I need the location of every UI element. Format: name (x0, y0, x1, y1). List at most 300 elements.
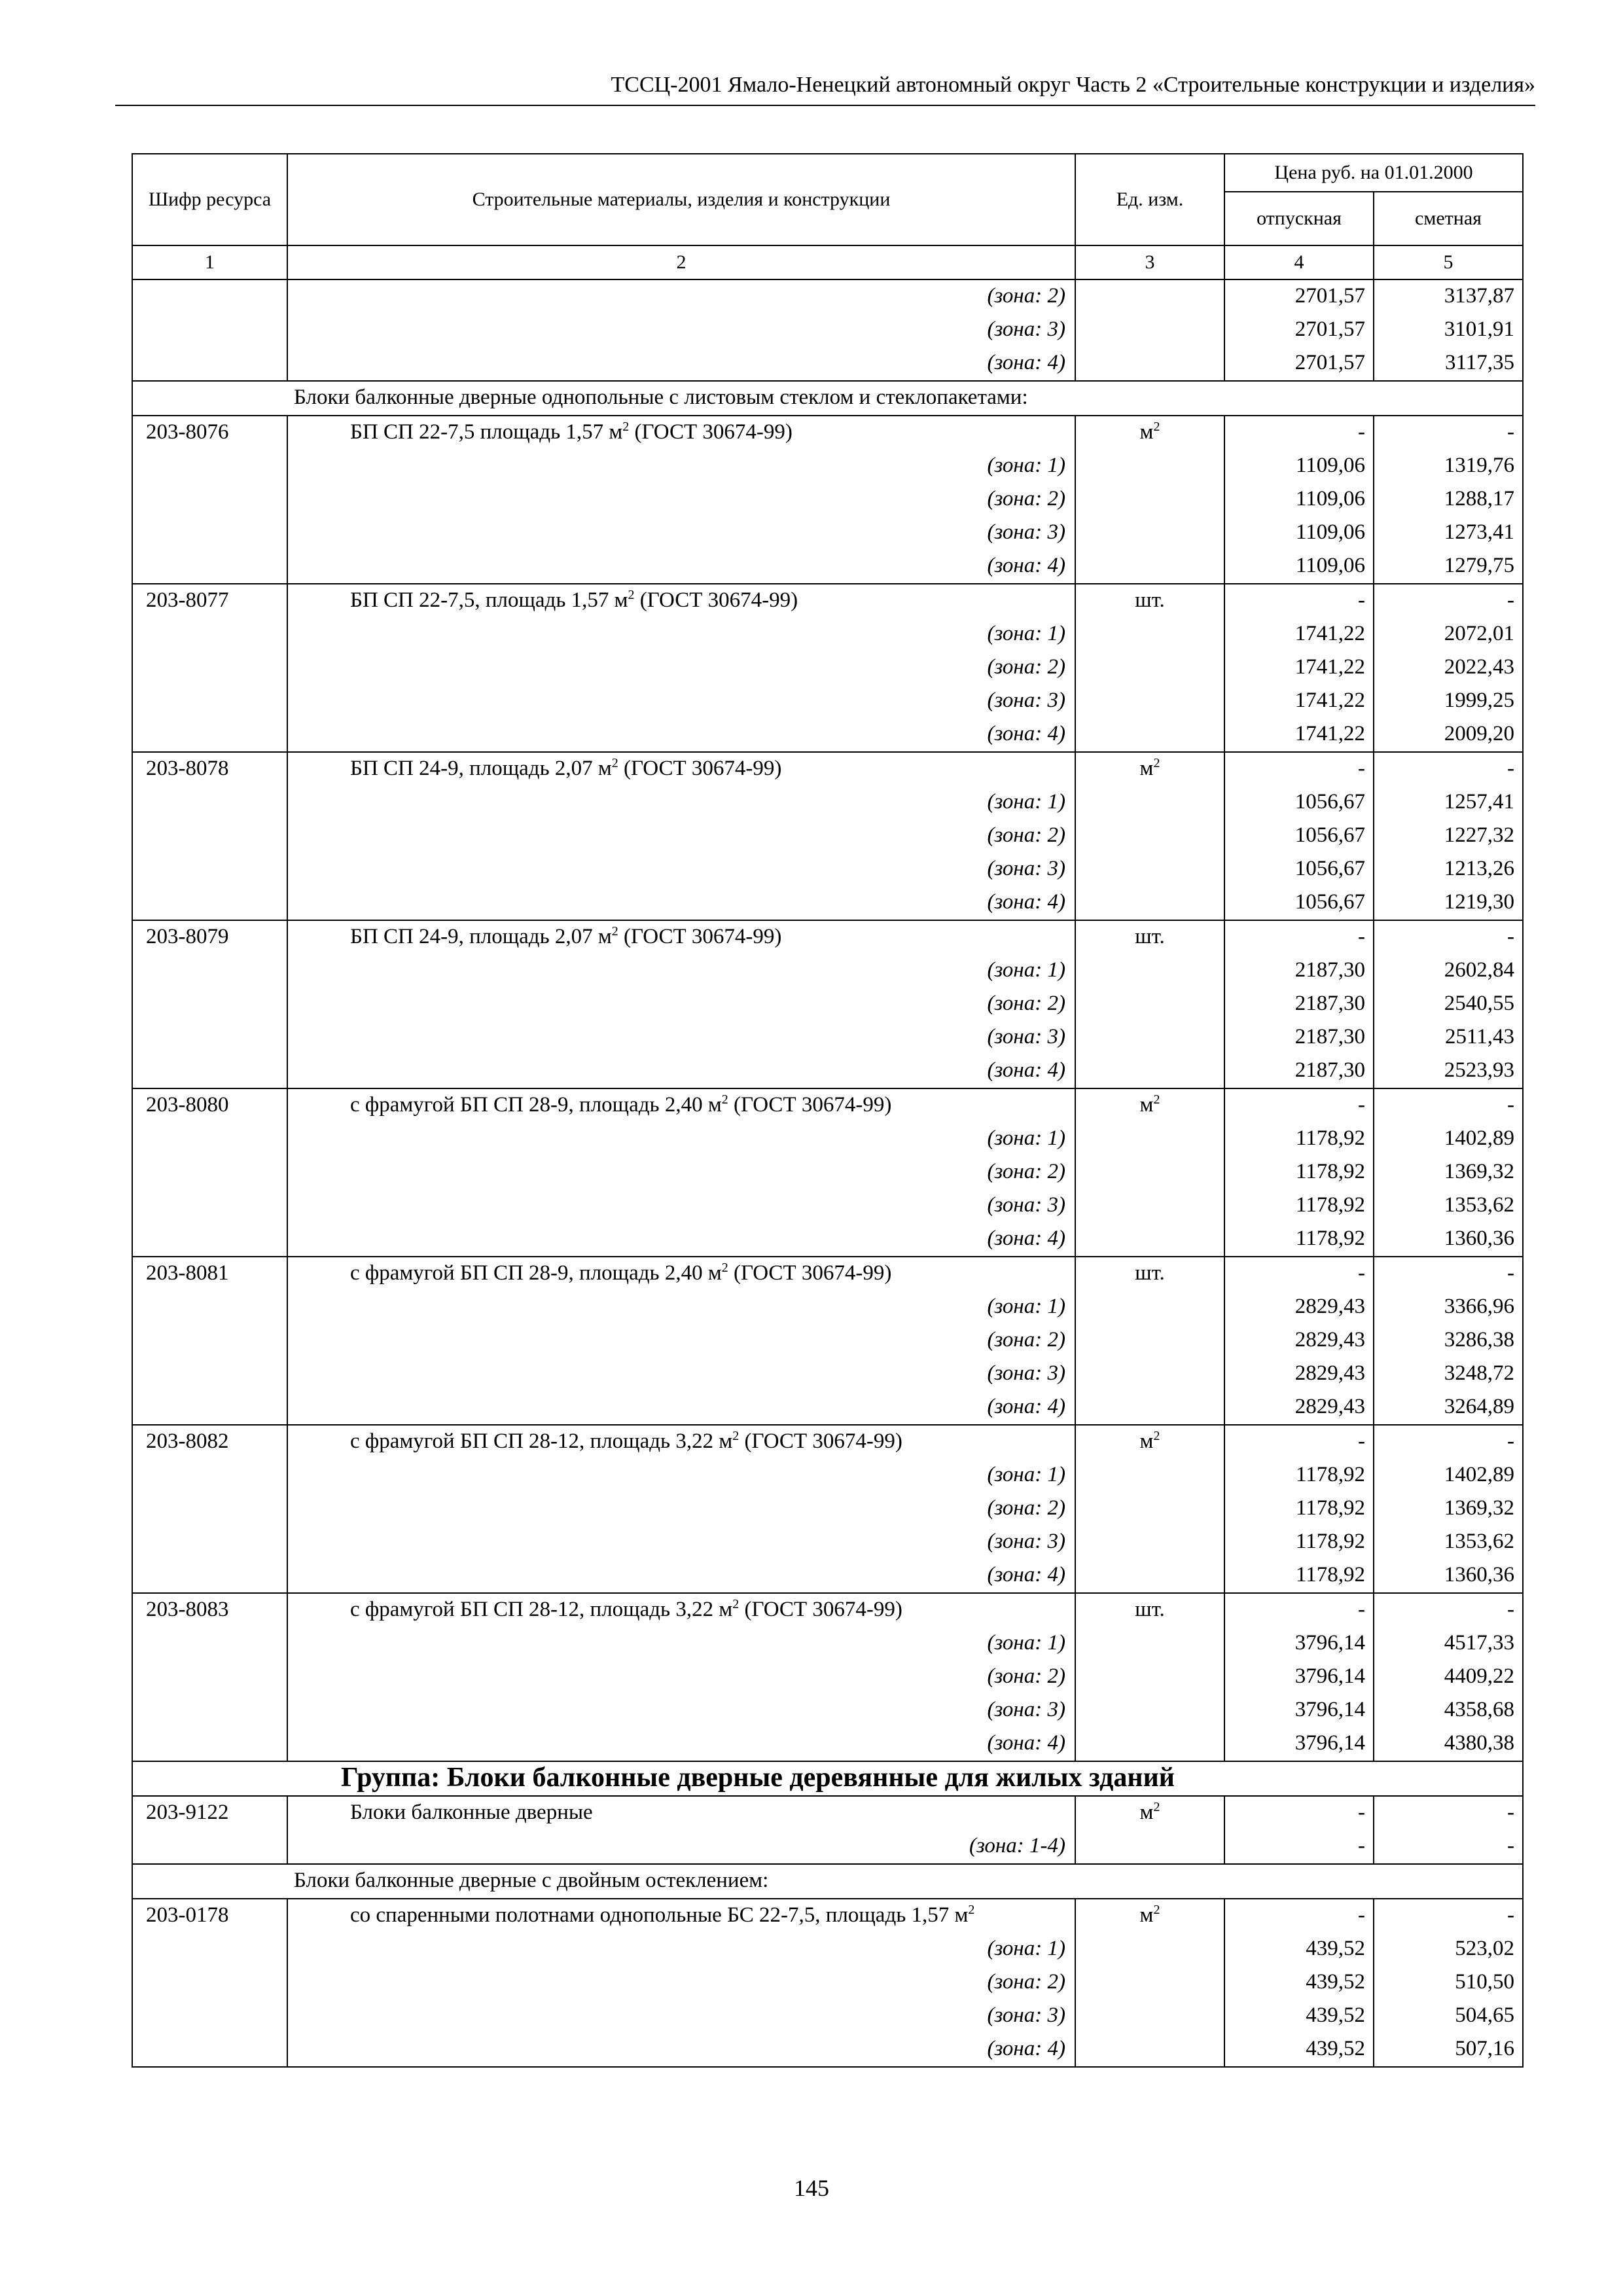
estimate-price: 2072,01 (1374, 618, 1523, 651)
unit-of-measure-empty (1075, 786, 1224, 819)
unit-of-measure-empty (1075, 1156, 1224, 1189)
price-zone: (зона: 2) (287, 279, 1075, 314)
unit-of-measure (1075, 1899, 1224, 1933)
resource-code-empty (132, 786, 287, 819)
material-name-superscript: 2 (628, 588, 635, 602)
estimate-price: 2523,93 (1374, 1054, 1523, 1088)
resource-code: 203-0178 (132, 1899, 287, 1933)
price-zone: (зона: 3) (287, 1526, 1075, 1559)
table-row (132, 1189, 1523, 1223)
unit-text: м (1139, 1093, 1154, 1117)
unit-of-measure-empty (1075, 988, 1224, 1021)
unit-of-measure-empty (1075, 853, 1224, 886)
unit-of-measure-empty (1075, 1933, 1224, 1966)
table-row (132, 651, 1523, 685)
material-name-superscript: 2 (721, 1092, 728, 1107)
resource-code-empty (132, 1492, 287, 1526)
estimate-price: 2022,43 (1374, 651, 1523, 685)
material-name-standard: (ГОСТ 30674-99) (629, 420, 793, 444)
estimate-price: 1257,41 (1374, 786, 1523, 819)
release-price: 2701,57 (1224, 279, 1374, 314)
release-price: 1109,06 (1224, 483, 1374, 516)
resource-code-empty (132, 1660, 287, 1694)
table-row (132, 685, 1523, 718)
table-row (132, 988, 1523, 1021)
resource-code-empty (132, 1324, 287, 1357)
resource-code-empty (132, 618, 287, 651)
table-row (132, 1899, 1523, 1933)
price-zone: (зона: 2) (287, 819, 1075, 853)
price-zone: (зона: 3) (287, 1694, 1075, 1727)
unit-of-measure-empty (1075, 1559, 1224, 1593)
price-zone: (зона: 3) (287, 853, 1075, 886)
price-zone: (зона: 1) (287, 1933, 1075, 1966)
table-row (132, 618, 1523, 651)
col-header-price-group: Цена руб. на 01.01.2000 (1224, 154, 1523, 192)
material-name (287, 1796, 1075, 1830)
release-price: - (1224, 1257, 1374, 1291)
table-row (132, 819, 1523, 853)
material-name (287, 920, 1075, 954)
resource-code-empty (132, 550, 287, 584)
estimate-price: 4409,22 (1374, 1660, 1523, 1694)
unit-text: м (1139, 1801, 1154, 1824)
unit-text: шт. (1135, 588, 1165, 612)
material-name-superscript: 2 (622, 420, 630, 434)
material-name-text: БП СП 24-9, площадь 2,07 м (350, 925, 612, 948)
release-price: 3796,14 (1224, 1627, 1374, 1660)
resource-code: 203-8082 (132, 1425, 287, 1459)
release-price: 3796,14 (1224, 1660, 1374, 1694)
unit-of-measure-empty (1075, 550, 1224, 584)
release-price: 2187,30 (1224, 954, 1374, 988)
price-zone: (зона: 4) (287, 347, 1075, 381)
estimate-price: - (1374, 1425, 1523, 1459)
estimate-price: 1219,30 (1374, 886, 1523, 920)
unit-superscript: 2 (1153, 1800, 1160, 1814)
release-price: - (1224, 752, 1374, 786)
release-price: 1741,22 (1224, 718, 1374, 752)
release-price: 1056,67 (1224, 786, 1374, 819)
resource-code-empty (132, 2000, 287, 2033)
material-name-standard: (ГОСТ 30674-99) (634, 588, 798, 612)
col-header-estimate: сметная (1374, 192, 1523, 245)
price-zone: (зона: 3) (287, 685, 1075, 718)
unit-of-measure-empty (1075, 651, 1224, 685)
unit-of-measure-empty (1075, 718, 1224, 752)
estimate-price: 3101,91 (1374, 314, 1523, 347)
estimate-price: 1353,62 (1374, 1189, 1523, 1223)
price-zone: (зона: 4) (287, 718, 1075, 752)
estimate-price: - (1374, 1088, 1523, 1122)
table-row (132, 1459, 1523, 1492)
table-row (132, 1088, 1523, 1122)
unit-of-measure-empty (1075, 1122, 1224, 1156)
estimate-price: 1402,89 (1374, 1459, 1523, 1492)
estimate-price: 1402,89 (1374, 1122, 1523, 1156)
col-number-2: 2 (287, 245, 1075, 279)
unit-text: м (1139, 1429, 1154, 1453)
unit-of-measure (1075, 1425, 1224, 1459)
price-zone: (зона: 3) (287, 516, 1075, 550)
release-price: 2829,43 (1224, 1291, 1374, 1324)
unit-of-measure-empty (1075, 347, 1224, 381)
release-price: 2829,43 (1224, 1391, 1374, 1425)
table-row (132, 752, 1523, 786)
resource-code-empty (132, 1627, 287, 1660)
estimate-price: 3366,96 (1374, 1291, 1523, 1324)
resource-code-empty (132, 1933, 287, 1966)
table-row (132, 1257, 1523, 1291)
unit-of-measure-empty (1075, 1966, 1224, 2000)
price-zone: (зона: 2) (287, 1492, 1075, 1526)
release-price: 1109,06 (1224, 550, 1374, 584)
price-zone: (зона: 4) (287, 2033, 1075, 2067)
material-name (287, 1257, 1075, 1291)
table-row (132, 1021, 1523, 1054)
table-row (132, 1627, 1523, 1660)
col-number-3: 3 (1075, 245, 1224, 279)
price-zone: (зона: 1-4) (287, 1830, 1075, 1864)
resource-code-empty (132, 954, 287, 988)
table-row (132, 1156, 1523, 1189)
table-row (132, 1425, 1523, 1459)
estimate-price: 4517,33 (1374, 1627, 1523, 1660)
price-zone: (зона: 1) (287, 1122, 1075, 1156)
material-name (287, 584, 1075, 618)
resource-code-empty (132, 1830, 287, 1864)
material-name (287, 1593, 1075, 1627)
unit-of-measure (1075, 1796, 1224, 1830)
unit-of-measure-empty (1075, 1526, 1224, 1559)
material-name-superscript: 2 (611, 756, 618, 770)
material-name-text: Блоки балконные дверные (350, 1801, 593, 1824)
material-name-standard: (ГОСТ 30674-99) (618, 925, 782, 948)
unit-text: м (1139, 420, 1154, 444)
price-zone: (зона: 2) (287, 1660, 1075, 1694)
material-name-superscript: 2 (732, 1429, 740, 1443)
resource-code-empty (132, 1559, 287, 1593)
price-zone: (зона: 1) (287, 618, 1075, 651)
unit-of-measure-empty (1075, 1492, 1224, 1526)
estimate-price: 3286,38 (1374, 1324, 1523, 1357)
resource-code-empty (132, 1122, 287, 1156)
resource-code-empty (132, 483, 287, 516)
release-price: - (1224, 1088, 1374, 1122)
table-row (132, 314, 1523, 347)
table-row (132, 1593, 1523, 1627)
estimate-price: 1369,32 (1374, 1156, 1523, 1189)
material-name-text: с фрамугой БП СП 28-9, площадь 2,40 м (350, 1261, 722, 1285)
table-row (132, 1223, 1523, 1257)
unit-of-measure-empty (1075, 483, 1224, 516)
table-row (132, 1526, 1523, 1559)
release-price: - (1224, 1425, 1374, 1459)
page-number: 145 (794, 2175, 829, 2201)
resource-code-empty (132, 819, 287, 853)
release-price: 1178,92 (1224, 1223, 1374, 1257)
estimate-price: 4380,38 (1374, 1727, 1523, 1761)
release-price: 439,52 (1224, 1933, 1374, 1966)
price-zone: (зона: 2) (287, 1324, 1075, 1357)
col-header-unit: Ед. изм. (1075, 154, 1224, 245)
release-price: 1178,92 (1224, 1526, 1374, 1559)
material-name (287, 416, 1075, 450)
col-number-4: 4 (1224, 245, 1374, 279)
resource-code-empty (132, 1156, 287, 1189)
unit-of-measure-empty (1075, 886, 1224, 920)
table-row (132, 853, 1523, 886)
estimate-price: 2602,84 (1374, 954, 1523, 988)
price-zone: (зона: 4) (287, 1391, 1075, 1425)
estimate-price: - (1374, 920, 1523, 954)
price-table-body (132, 279, 1523, 2067)
resource-code-empty (132, 988, 287, 1021)
release-price: 1056,67 (1224, 886, 1374, 920)
table-row (132, 920, 1523, 954)
table-row (132, 584, 1523, 618)
estimate-price: - (1374, 1257, 1523, 1291)
estimate-price: 1288,17 (1374, 483, 1523, 516)
table-row (132, 1291, 1523, 1324)
unit-of-measure-empty (1075, 954, 1224, 988)
material-name-superscript: 2 (968, 1903, 975, 1917)
unit-text: шт. (1135, 1261, 1165, 1285)
unit-of-measure-empty (1075, 1357, 1224, 1391)
col-header-name: Строительные материалы, изделия и конструкции (287, 154, 1075, 245)
resource-code: 203-8079 (132, 920, 287, 954)
unit-of-measure-empty (1075, 1694, 1224, 1727)
unit-text: шт. (1135, 925, 1165, 948)
estimate-price: 1369,32 (1374, 1492, 1523, 1526)
resource-code-empty (132, 279, 287, 314)
table-row (132, 450, 1523, 483)
unit-of-measure-empty (1075, 314, 1224, 347)
estimate-price: 1227,32 (1374, 819, 1523, 853)
resource-code-empty (132, 1021, 287, 1054)
table-row (132, 1660, 1523, 1694)
price-zone: (зона: 1) (287, 954, 1075, 988)
material-name-standard: (ГОСТ 30674-99) (728, 1261, 892, 1285)
price-zone: (зона: 2) (287, 1966, 1075, 2000)
material-name-standard: (ГОСТ 30674-99) (739, 1429, 902, 1453)
unit-of-measure-empty (1075, 1459, 1224, 1492)
release-price: 1056,67 (1224, 853, 1374, 886)
unit-superscript: 2 (1153, 1092, 1160, 1107)
estimate-price: 4358,68 (1374, 1694, 1523, 1727)
table-row (132, 1054, 1523, 1088)
material-name-text: БП СП 22-7,5, площадь 1,57 м (350, 588, 628, 612)
estimate-price: - (1374, 1796, 1523, 1830)
resource-code-empty (132, 516, 287, 550)
col-header-release: отпускная (1224, 192, 1374, 245)
table-row (132, 2033, 1523, 2067)
price-zone: (зона: 4) (287, 1054, 1075, 1088)
release-price: 1741,22 (1224, 651, 1374, 685)
table-row (132, 886, 1523, 920)
resource-code-empty (132, 853, 287, 886)
price-zone: (зона: 3) (287, 1021, 1075, 1054)
release-price: 2829,43 (1224, 1357, 1374, 1391)
release-price: 439,52 (1224, 2033, 1374, 2067)
unit-of-measure-empty (1075, 1660, 1224, 1694)
release-price: - (1224, 416, 1374, 450)
table-row (132, 1492, 1523, 1526)
estimate-price: 510,50 (1374, 1966, 1523, 2000)
unit-of-measure (1075, 752, 1224, 786)
release-price: 2701,57 (1224, 314, 1374, 347)
table-row (132, 1694, 1523, 1727)
material-name (287, 1425, 1075, 1459)
unit-superscript: 2 (1153, 420, 1160, 434)
material-name-standard: (ГОСТ 30674-99) (618, 757, 782, 780)
release-price: 1178,92 (1224, 1189, 1374, 1223)
release-price: 1741,22 (1224, 685, 1374, 718)
release-price: 1178,92 (1224, 1492, 1374, 1526)
price-zone: (зона: 3) (287, 1357, 1075, 1391)
estimate-price: 3264,89 (1374, 1391, 1523, 1425)
resource-code-empty (132, 1966, 287, 2000)
material-name-standard: (ГОСТ 30674-99) (739, 1598, 902, 1621)
release-price: - (1224, 1796, 1374, 1830)
resource-code: 203-8081 (132, 1257, 287, 1291)
release-price: 3796,14 (1224, 1727, 1374, 1761)
resource-code: 203-9122 (132, 1796, 287, 1830)
table-row (132, 1727, 1523, 1761)
material-name-text: с фрамугой БП СП 28-12, площадь 3,22 м (350, 1429, 733, 1453)
resource-code-empty (132, 314, 287, 347)
unit-of-measure-empty (1075, 819, 1224, 853)
table-row (132, 1933, 1523, 1966)
material-name-superscript: 2 (611, 924, 618, 939)
col-number-1: 1 (132, 245, 287, 279)
estimate-price: - (1374, 1899, 1523, 1933)
unit-of-measure-empty (1075, 1291, 1224, 1324)
price-zone: (зона: 4) (287, 1223, 1075, 1257)
price-zone: (зона: 4) (287, 550, 1075, 584)
resource-code: 203-8076 (132, 416, 287, 450)
unit-of-measure (1075, 1257, 1224, 1291)
release-price: 2187,30 (1224, 1054, 1374, 1088)
table-row (132, 1796, 1523, 1830)
resource-code-empty (132, 718, 287, 752)
unit-of-measure-empty (1075, 1189, 1224, 1223)
table-row (132, 550, 1523, 584)
resource-code-empty (132, 1727, 287, 1761)
table-row (132, 954, 1523, 988)
release-price: - (1224, 1830, 1374, 1864)
table-row (132, 1357, 1523, 1391)
table-row (132, 1830, 1523, 1864)
resource-code-empty (132, 685, 287, 718)
estimate-price: 1213,26 (1374, 853, 1523, 886)
release-price: 1109,06 (1224, 516, 1374, 550)
unit-of-measure (1075, 416, 1224, 450)
table-row (132, 1966, 1523, 2000)
price-zone: (зона: 1) (287, 1627, 1075, 1660)
section-heading: Блоки балконные дверные однопольные с листовым стеклом и стеклопакетами: (132, 381, 1523, 416)
col-header-code: Шифр ресурса (132, 154, 287, 245)
release-price: 1178,92 (1224, 1156, 1374, 1189)
price-zone: (зона: 4) (287, 886, 1075, 920)
unit-superscript: 2 (1153, 1429, 1160, 1443)
unit-superscript: 2 (1153, 1903, 1160, 1917)
estimate-price: 2009,20 (1374, 718, 1523, 752)
resource-code-empty (132, 651, 287, 685)
resource-code-empty (132, 1526, 287, 1559)
price-zone: (зона: 3) (287, 2000, 1075, 2033)
unit-of-measure-empty (1075, 618, 1224, 651)
price-zone: (зона: 1) (287, 1291, 1075, 1324)
estimate-price: 3117,35 (1374, 347, 1523, 381)
price-zone: (зона: 2) (287, 988, 1075, 1021)
estimate-price: 1273,41 (1374, 516, 1523, 550)
price-table (132, 153, 1524, 2068)
col-number-5: 5 (1374, 245, 1523, 279)
material-name-text: БП СП 24-9, площадь 2,07 м (350, 757, 612, 780)
resource-code-empty (132, 1054, 287, 1088)
table-row (132, 483, 1523, 516)
price-zone: (зона: 4) (287, 1559, 1075, 1593)
material-name-superscript: 2 (721, 1261, 728, 1275)
unit-of-measure (1075, 1593, 1224, 1627)
table-row (132, 381, 1523, 416)
resource-code: 203-8077 (132, 584, 287, 618)
estimate-price: 523,02 (1374, 1933, 1523, 1966)
unit-text: м (1139, 757, 1154, 780)
release-price: 439,52 (1224, 2000, 1374, 2033)
release-price: 1741,22 (1224, 618, 1374, 651)
estimate-price: 504,65 (1374, 2000, 1523, 2033)
price-zone: (зона: 2) (287, 1156, 1075, 1189)
table-row (132, 1864, 1523, 1899)
resource-code-empty (132, 2033, 287, 2067)
release-price: 1109,06 (1224, 450, 1374, 483)
estimate-price: - (1374, 1593, 1523, 1627)
unit-of-measure-empty (1075, 685, 1224, 718)
estimate-price: 3137,87 (1374, 279, 1523, 314)
price-zone: (зона: 1) (287, 786, 1075, 819)
unit-of-measure (1075, 1088, 1224, 1122)
resource-code-empty (132, 1357, 287, 1391)
release-price: - (1224, 1899, 1374, 1933)
unit-of-measure-empty (1075, 1391, 1224, 1425)
table-row (132, 347, 1523, 381)
unit-of-measure-empty (1075, 1727, 1224, 1761)
unit-text: шт. (1135, 1598, 1165, 1621)
resource-code-empty (132, 1391, 287, 1425)
price-zone: (зона: 3) (287, 314, 1075, 347)
estimate-price: 2511,43 (1374, 1021, 1523, 1054)
release-price: 1178,92 (1224, 1459, 1374, 1492)
unit-of-measure-empty (1075, 1054, 1224, 1088)
material-name-text: со спаренными полотнами однопольные БС 22-7,5, площадь 1,57 м (350, 1903, 969, 1927)
release-price: 439,52 (1224, 1966, 1374, 2000)
price-zone: (зона: 1) (287, 450, 1075, 483)
price-zone: (зона: 4) (287, 1727, 1075, 1761)
release-price: 2187,30 (1224, 988, 1374, 1021)
unit-of-measure-empty (1075, 1830, 1224, 1864)
unit-of-measure-empty (1075, 1223, 1224, 1257)
unit-of-measure (1075, 920, 1224, 954)
unit-of-measure-empty (1075, 2000, 1224, 2033)
release-price: 2701,57 (1224, 347, 1374, 381)
release-price: 1178,92 (1224, 1122, 1374, 1156)
resource-code-empty (132, 1223, 287, 1257)
material-name-text: с фрамугой БП СП 28-12, площадь 3,22 м (350, 1598, 733, 1621)
release-price: 1178,92 (1224, 1559, 1374, 1593)
material-name-superscript: 2 (732, 1597, 740, 1611)
